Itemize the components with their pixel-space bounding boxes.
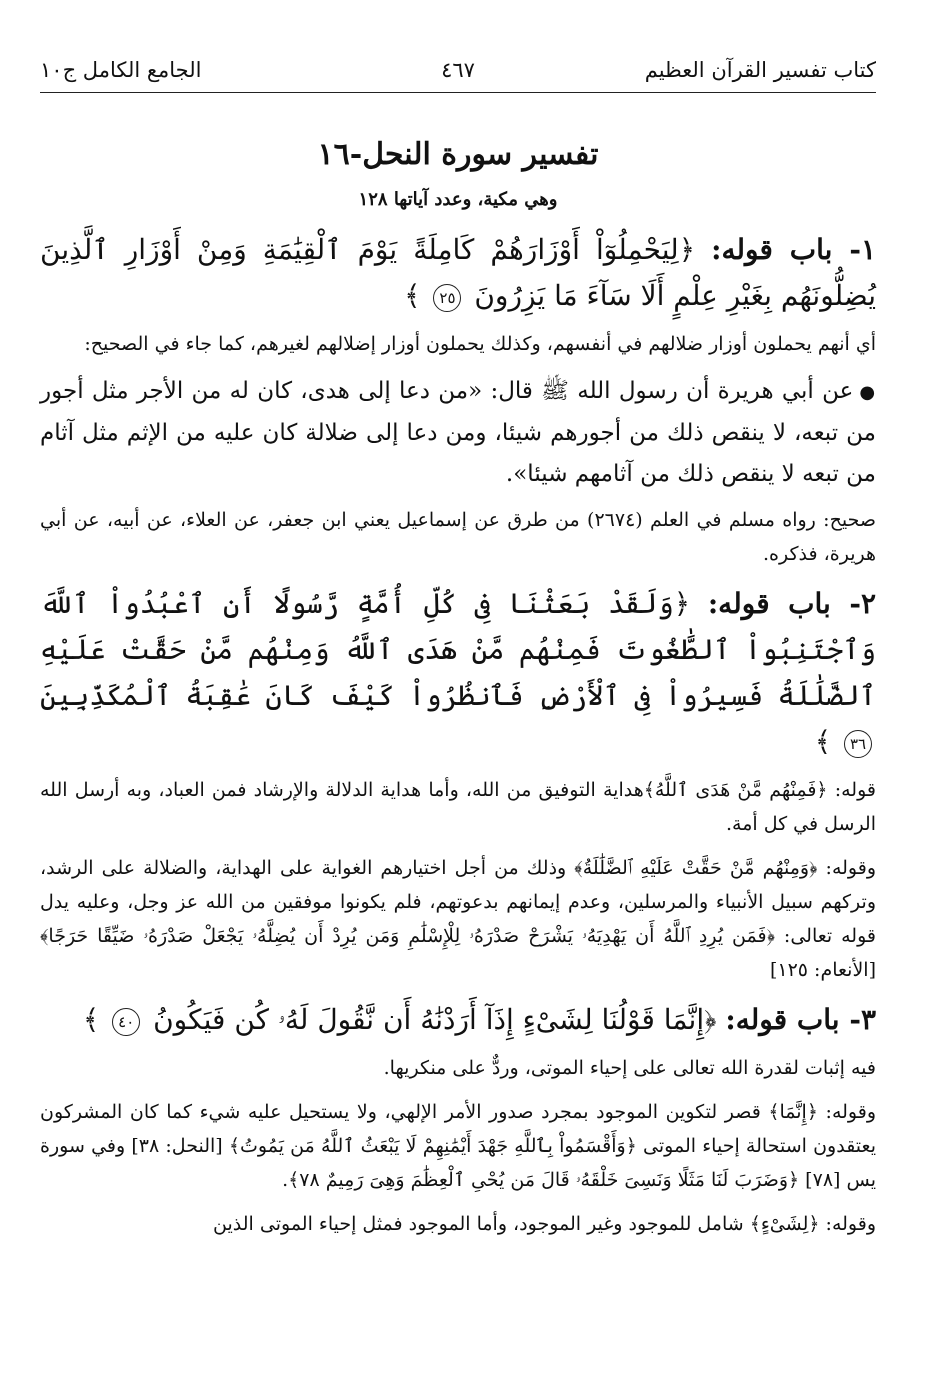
hadith-text: عن أبي هريرة أن رسول الله ﷺ قال: «من دعا إلى هدى، كان له من الأجر مثل أجور من تبعه، لا ينقص ذلك من أجورهم شيئا، ومن دعا إلى ضلالة كان عليه من الإثم مثل آثام من تبعه لا ينقص ذلك من آثامهم شيئا».	[40, 378, 876, 487]
bullet-icon: ●	[859, 382, 876, 403]
section-2-verse: ﴿وَلَقَدْ بَعَثْنَا فِى كُلِّ أُمَّةٍ رَّسُولًا أَنِ ٱعْبُدُواْ ٱللَّهَ وَٱجْتَنِبُواْ ٱلطَّٰغُوتَ فَمِنْهُم مَّنْ هَدَى ٱللَّهُ وَمِنْهُم مَّنْ حَقَّتْ عَلَيْهِ ٱلضَّلَٰلَةُ فَسِيرُواْ فِى ٱلْأَرْضِ فَٱنظُرُواْ كَيْفَ كَانَ عَٰقِبَةُ ٱلْمُكَذِّبِينَ	[40, 587, 876, 712]
section-2-label: ٢- باب قوله:	[707, 587, 877, 620]
surah-subtitle: وهي مكية، وعدد آياتها ١٢٨	[358, 189, 558, 210]
verse-close-bracket: ﴾	[814, 725, 832, 758]
section-1-takhrij: صحيح: رواه مسلم في العلم (٢٦٧٤) من طرق عن إسماعيل يعني ابن جعفر، عن العلاء، عن أبيه، عن أبي هريرة، فذكره.	[40, 509, 876, 565]
ayah-number-marker: ٢٥	[433, 284, 461, 312]
ayah-number-marker: ٣٦	[844, 730, 872, 758]
book-title-header: كتاب تفسير القرآن العظيم	[644, 58, 876, 82]
section-3-commentary-3: وقوله: ﴿لِشَىْءٍ﴾ شامل للموجود وغير الموجود، وأما الموجود فمثل إحياء الموتى الذين	[213, 1213, 876, 1235]
volume-header: الجامع الكامل ج١٠	[40, 58, 202, 82]
section-3-label: ٣- باب قوله:	[725, 1003, 876, 1036]
section-3-verse: ﴿إِنَّمَا قَوْلُنَا لِشَىْءٍ إِذَآ أَرَدْنَٰهُ أَن نَّقُولَ لَهُۥ كُن فَيَكُونُ	[153, 1003, 717, 1036]
ayah-number-marker: ٤٠	[112, 1008, 140, 1036]
section-1-heading	[40, 227, 876, 319]
section-1-verse: ﴿لِيَحْمِلُوٓاْ أَوْزَارَهُمْ كَامِلَةً يَوْمَ ٱلْقِيَٰمَةِ وَمِنْ أَوْزَارِ ٱلَّذِينَ يُضِلُّونَهُم بِغَيْرِ عِلْمٍ أَلَا سَآءَ مَا يَزِرُونَ	[40, 233, 876, 312]
section-1-label: ١- باب قوله:	[711, 233, 877, 266]
section-3-commentary-2: وقوله: ﴿إِنَّمَا﴾ قصر لتكوين الموجود بمجرد صدور الأمر الإلهي، ولا يستحيل عليه شيء كما كان المشركون يعتقدون استحالة إحياء الموتى ﴿وَأَقْسَمُواْ بِٱللَّهِ جَهْدَ أَيْمَٰنِهِمْ لَا يَبْعَثُ ٱللَّهُ مَن يَمُوتُ﴾ [النحل: ٣٨] وفي سورة يس [٧٨] ﴿وَضَرَبَ لَنَا مَثَلًا وَنَسِىَ خَلْقَهُۥ قَالَ مَن يُحْىِ ٱلْعِظَٰمَ وَهِىَ رَمِيمٌ ٧٨﴾.	[40, 1101, 876, 1191]
running-header	[40, 50, 876, 93]
section-2-commentary-2: وقوله: ﴿وَمِنْهُم مَّنْ حَقَّتْ عَلَيْهِ ٱلضَّلَٰلَةُ﴾ وذلك من أجل اختيارهم الغواية على الهداية، والضلالة على الرشد، وتركهم سبيل الأنبياء والمرسلين، وعدم إيمانهم بدعوتهم، فلم يكونوا موفقين من الله عز وجل، وعليه يدل قوله تعالى: ﴿فَمَن يُرِدِ ٱللَّهُ أَن يَهْدِيَهُۥ يَشْرَحْ صَدْرَهُۥ لِلْإِسْلَٰمِ وَمَن يُرِدْ أَن يُضِلَّهُۥ يَجْعَلْ صَدْرَهُۥ ضَيِّقًا حَرَجًا﴾ [الأنعام: ١٢٥]	[40, 857, 876, 981]
verse-close-bracket: ﴾	[82, 1003, 100, 1036]
section-1-hadith	[40, 371, 876, 495]
page-number: ٤٦٧	[441, 58, 475, 82]
verse-close-bracket: ﴾	[404, 279, 421, 312]
section-3-commentary-1: فيه إثبات لقدرة الله تعالى على إحياء الموتى، وردٌّ على منكريها.	[383, 1057, 876, 1079]
surah-title: تفسير سورة النحل-١٦	[317, 137, 599, 172]
section-2-commentary-1: قوله: ﴿فَمِنْهُم مَّنْ هَدَى ٱللَّهُ﴾هداية التوفيق من الله، وأما هداية الدلالة والإرشاد فمن العباد، وبه أرسل الله الرسل في كل أمة.	[40, 779, 876, 835]
section-2-heading	[40, 581, 876, 765]
section-1-commentary: أي أنهم يحملون أوزار ضلالهم في أنفسهم، وكذلك يحملون أوزار إضلالهم لغيرهم، كما جاء في الصحيح:	[84, 333, 876, 355]
section-3-heading	[40, 997, 876, 1043]
